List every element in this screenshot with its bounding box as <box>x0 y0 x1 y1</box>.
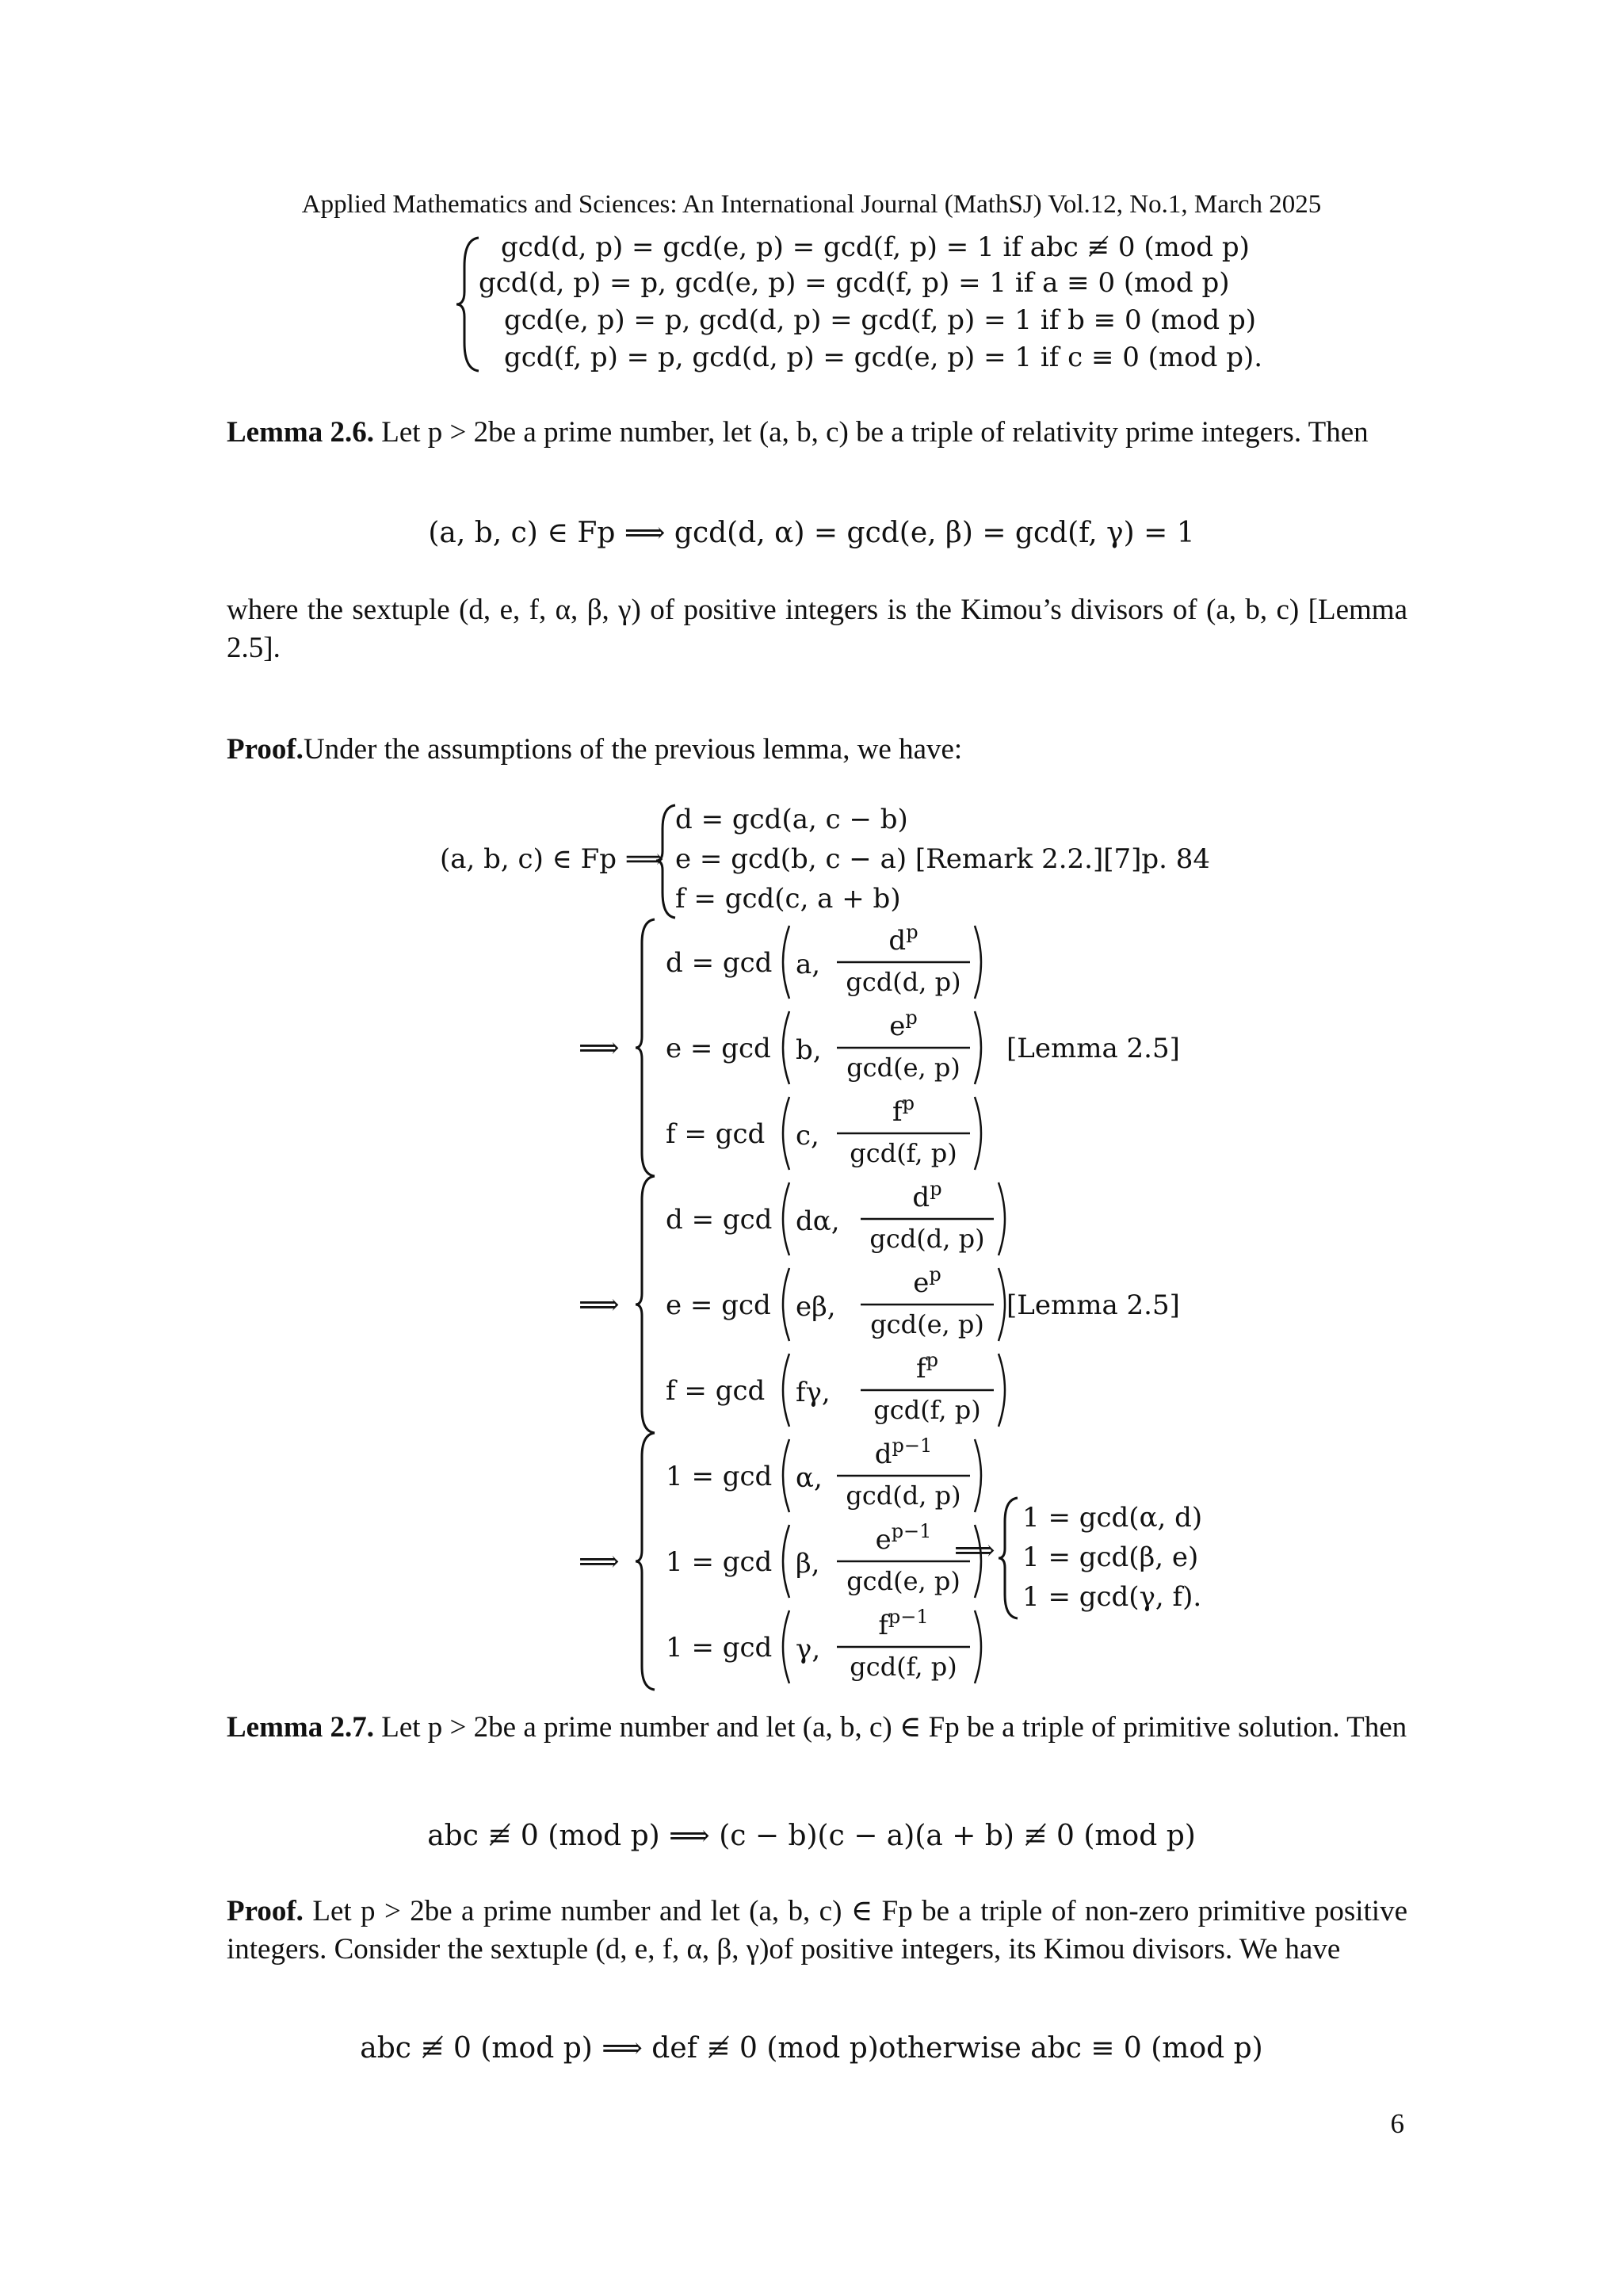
step3-brace <box>636 1176 655 1433</box>
step2-row-2-first: b, <box>796 1034 822 1066</box>
step2-brace <box>636 919 655 1176</box>
step1-line-2: e = gcd(b, c − a) [Remark 2.2.][7]p. 84 <box>675 843 1211 875</box>
step2-row-2-lhs: e = gcd <box>666 1033 771 1064</box>
journal-header: Applied Mathematics and Sciences: An International Journal (MathSJ) Vol.12, No.1, March 2025 <box>301 190 1322 219</box>
step3-row-2-rparen <box>999 1268 1005 1341</box>
step2-row-3-lparen <box>783 1097 789 1170</box>
step4-row-3-numerator: $f^{p-1}$ <box>878 1606 929 1641</box>
step3-row-3-denominator: gcd(f, p) <box>873 1395 981 1425</box>
step4-implies-arrow: ⟹ <box>579 1545 620 1578</box>
step3-row-1-numerator: $d^p$ <box>912 1178 942 1213</box>
step4-result-line-3: 1 = gcd(γ, f). <box>1022 1581 1202 1613</box>
step3-row-3-first: fγ, <box>796 1377 831 1408</box>
proof-2-7 <box>227 1893 1407 1969</box>
system-line-1: gcd(d, p) = gcd(e, p) = gcd(f, p) = 1 if abc ≢ 0 (mod p) <box>501 231 1250 263</box>
step2-row-2-rparen <box>975 1011 981 1084</box>
step4-brace <box>636 1433 655 1690</box>
step3-row-2-numerator: $e^p$ <box>913 1263 941 1299</box>
system-line-3: gcd(e, p) = p, gcd(d, p) = gcd(f, p) = 1 if b ≡ 0 (mod p) <box>504 304 1256 336</box>
step4-row-3-first: γ, <box>796 1633 821 1665</box>
lemma-2-7-label: Lemma 2.7. <box>227 1711 374 1744</box>
proof-2-7-label: Proof. <box>227 1895 304 1927</box>
step2-row-1-denominator: gcd(d, p) <box>846 967 961 997</box>
step2-row-3-numerator: $f^p$ <box>892 1092 915 1128</box>
step2-row-3-first: c, <box>796 1120 819 1152</box>
step3-row-2-denominator: gcd(e, p) <box>870 1309 984 1339</box>
step2-row-1-first: a, <box>796 949 821 980</box>
step3-implies-arrow: ⟹ <box>579 1289 620 1321</box>
step2-row-3-lhs: f = gcd <box>666 1118 766 1150</box>
step3-row-2-first: eβ, <box>796 1291 836 1323</box>
lemma-2-7-text: Let p > 2be a prime number and let (a, b, c) ∈ Fp be a triple of primitive solution. Then <box>381 1711 1407 1744</box>
lemma-2-7 <box>227 1709 1407 1747</box>
system-line-2: gcd(d, p) = p, gcd(e, p) = gcd(f, p) = 1 if a ≡ 0 (mod p) <box>479 267 1230 299</box>
step4-row-2-denominator: gcd(e, p) <box>846 1566 960 1596</box>
step2-implies-arrow: ⟹ <box>579 1032 620 1064</box>
step2-row-2-numerator: $e^p$ <box>889 1007 918 1042</box>
step4-row-1-lhs: 1 = gcd <box>666 1461 773 1492</box>
lemma-2-6-where: where the sextuple (d, e, f, α, β, γ) of positive integers is the Kimou’s divisors of (a, b, c) [Lemma 2.5]. <box>227 594 1407 664</box>
step2-row-1-rparen <box>975 926 981 999</box>
step4-row-2-lparen <box>783 1525 789 1598</box>
step2-ref: [Lemma 2.5] <box>1006 1033 1180 1064</box>
step4-row-1-numerator: $d^{p-1}$ <box>874 1435 933 1470</box>
proof-2-7-formula: abc ≢ 0 (mod p) ⟹ def ≢ 0 (mod p)otherwise abc ≡ 0 (mod p) <box>360 2032 1263 2065</box>
step3-row-1-rparen <box>999 1182 1005 1255</box>
step3-ref: [Lemma 2.5] <box>1006 1289 1180 1321</box>
step3-row-1-lhs: d = gcd <box>666 1204 773 1236</box>
step1-line-1: d = gcd(a, c − b) <box>675 804 908 835</box>
step3-row-1-lparen <box>783 1182 789 1255</box>
step1-line-3: f = gcd(c, a + b) <box>675 883 901 915</box>
step4-row-2-lhs: 1 = gcd <box>666 1546 773 1578</box>
step4-row-1-lparen <box>783 1439 789 1512</box>
step4-row-3-lparen <box>783 1610 789 1683</box>
step2-row-3-rparen <box>975 1097 981 1170</box>
step4-row-1-first: α, <box>796 1462 823 1494</box>
lemma-2-6-text: Let p > 2be a prime number, let (a, b, c) be a triple of relativity prime integers. Then <box>381 416 1369 449</box>
step4-result-line-2: 1 = gcd(β, e) <box>1022 1541 1199 1573</box>
proof-2-6-text: Under the assumptions of the previous lemma, we have: <box>303 733 963 766</box>
step3-row-3-numerator: $f^p$ <box>916 1349 938 1385</box>
step4-result-line-1: 1 = gcd(α, d) <box>1022 1502 1203 1534</box>
step2-row-1-lparen <box>783 926 789 999</box>
step2-row-3-denominator: gcd(f, p) <box>850 1138 957 1168</box>
page-number: 6 <box>1390 2108 1404 2139</box>
step3-row-3-lhs: f = gcd <box>666 1375 766 1407</box>
step4-row-2-first: β, <box>796 1548 820 1580</box>
step2-row-2-denominator: gcd(e, p) <box>846 1052 960 1083</box>
lemma-2-7-formula: abc ≢ 0 (mod p) ⟹ (c − b)(c − a)(a + b) ≢ 0 (mod p) <box>427 1820 1196 1852</box>
step4-row-3-denominator: gcd(f, p) <box>850 1652 957 1682</box>
step4-row-3-rparen <box>975 1610 981 1683</box>
step4-result-brace <box>999 1498 1018 1618</box>
step4-row-3-lhs: 1 = gcd <box>666 1632 773 1664</box>
step2-row-1-numerator: $d^p$ <box>888 921 918 957</box>
proof-2-6-label: Proof. <box>227 733 304 766</box>
step2-row-1-lhs: d = gcd <box>666 947 773 979</box>
step2-row-2-lparen <box>783 1011 789 1084</box>
step3-row-2-lhs: e = gcd <box>666 1289 771 1321</box>
step4-row-2-numerator: $e^{p-1}$ <box>875 1520 932 1556</box>
step3-row-1-denominator: gcd(d, p) <box>869 1224 985 1254</box>
step4-row-1-rparen <box>975 1439 981 1512</box>
lemma-2-6-label: Lemma 2.6. <box>227 416 374 449</box>
step3-row-1-first: dα, <box>796 1205 840 1237</box>
proof-2-7-text: Let p > 2be a prime number and let (a, b, c) ∈ Fp be a triple of non-zero primitive positive integers. Consider the sextuple (d, e, f, α, β, γ)of positive integers, its Kimou divisors. We have <box>227 1895 1407 1966</box>
step1-lhs: (a, b, c) ∈ Fp ⟹ <box>440 843 664 875</box>
step4-row-1-denominator: gcd(d, p) <box>846 1480 961 1511</box>
step3-row-2-lparen <box>783 1268 789 1341</box>
system-line-4: gcd(f, p) = p, gcd(d, p) = gcd(e, p) = 1 if c ≡ 0 (mod p). <box>504 342 1263 373</box>
step4-result-implies-arrow: ⟹ <box>954 1534 995 1567</box>
step3-row-3-lparen <box>783 1354 789 1427</box>
lemma-2-6-formula: (a, b, c) ∈ Fp ⟹ gcd(d, α) = gcd(e, β) = gcd(f, γ) = 1 <box>428 517 1195 549</box>
step3-row-3-rparen <box>999 1354 1005 1427</box>
